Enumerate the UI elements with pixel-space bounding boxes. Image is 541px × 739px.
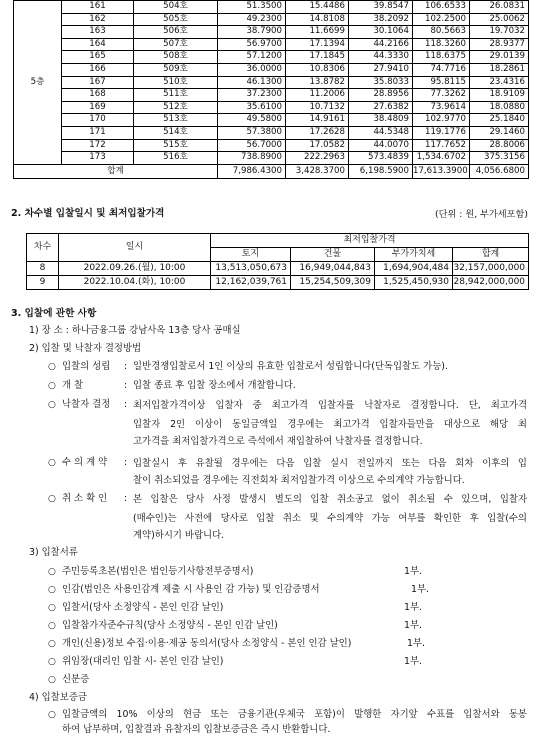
- floor-cell: 5층: [14, 1, 62, 165]
- table-row: [14, 76, 529, 89]
- circle-bullet-icon: ○: [48, 603, 56, 613]
- unit-cell: 514호: [134, 126, 218, 139]
- table-row: [14, 38, 529, 51]
- land-cell: 13,513,050,673: [211, 262, 291, 276]
- area-cell: 118.3260: [413, 38, 470, 51]
- header-sum: 합계: [453, 248, 529, 262]
- area-cell: 35.8033: [349, 76, 413, 89]
- table-row: [27, 276, 529, 290]
- area-cell: 28.8956: [349, 89, 413, 102]
- area-cell: 26.0831: [470, 1, 529, 14]
- no-cell: 170: [62, 114, 134, 127]
- building-cell: 15,254,509,309: [291, 276, 375, 290]
- area-cell: 80.5663: [413, 26, 470, 39]
- no-cell: 168: [62, 89, 134, 102]
- area-cell: 74.7716: [413, 63, 470, 76]
- item-label: 낙찰자 결정: [62, 399, 111, 410]
- doc-count: 1부.: [404, 620, 423, 631]
- area-cell: 1,534.6702: [413, 152, 470, 165]
- docs-title: 3) 입찰서류: [29, 547, 78, 558]
- area-cell: 17.0582: [286, 139, 349, 152]
- unit-note: (단위 : 원, 부가세포함): [435, 209, 528, 220]
- bid-schedule-table: [26, 233, 529, 290]
- deposit-text: 하여 납부하며, 입찰결과 유찰자의 입찰보증금은 즉시 반환합니다.: [62, 724, 331, 735]
- item-label: 취 소 확 인: [62, 493, 108, 504]
- area-cell: 222.2963: [286, 152, 349, 165]
- vat-cell: 1,525,450,930: [375, 276, 453, 290]
- circle-bullet-icon: ○: [48, 458, 56, 468]
- sum-cell: 28,942,000,000: [453, 276, 529, 290]
- no-cell: 161: [62, 1, 134, 14]
- no-cell: 162: [62, 13, 134, 26]
- area-cell: 38.7900: [218, 26, 286, 39]
- area-cell: 56.7000: [218, 139, 286, 152]
- area-cell: 29.1460: [470, 126, 529, 139]
- header-datetime: 일시: [59, 234, 211, 262]
- vat-cell: 1,694,904,484: [375, 262, 453, 276]
- total-cell: 4,056.6800: [470, 164, 529, 178]
- area-cell: 38.4809: [349, 114, 413, 127]
- table-row: [14, 63, 529, 76]
- item-text: 입찰실시 후 유찰될 경우에는 다음 입찰 실시 전일까지 또는 다음 회차 이후의 입: [133, 458, 527, 469]
- area-cell: 102.9770: [413, 114, 470, 127]
- area-cell: 18.0880: [470, 101, 529, 114]
- area-cell: 117.7652: [413, 139, 470, 152]
- area-cell: 28.9377: [470, 38, 529, 51]
- table-row: [14, 114, 529, 127]
- area-cell: 36.0000: [218, 63, 286, 76]
- area-cell: 51.3500: [218, 1, 286, 14]
- table-row: [14, 1, 529, 14]
- no-cell: 169: [62, 101, 134, 114]
- area-cell: 38.2092: [349, 13, 413, 26]
- item-text: 고가격을 최저입찰가격으로 즉석에서 재입찰하여 낙찰자를 결정합니다.: [133, 436, 423, 447]
- item-text: 일반경쟁입찰로서 1인 이상의 유효한 입찰로서 성립합니다(단독입찰도 가능).: [133, 361, 448, 372]
- round-cell: 8: [27, 262, 59, 276]
- area-cell: 19.7032: [470, 26, 529, 39]
- no-cell: 172: [62, 139, 134, 152]
- unit-cell: 505호: [134, 13, 218, 26]
- area-cell: 28.8006: [470, 139, 529, 152]
- table-row: [14, 26, 529, 39]
- area-cell: 35.6100: [218, 101, 286, 114]
- sum-cell: 32,157,000,000: [453, 262, 529, 276]
- area-cell: 44.5348: [349, 126, 413, 139]
- unit-cell: 516호: [134, 152, 218, 165]
- area-cell: 56.9700: [218, 38, 286, 51]
- area-cell: 11.6699: [286, 26, 349, 39]
- total-cell: 17,613.3900: [413, 164, 470, 178]
- circle-bullet-icon: ○: [48, 675, 56, 685]
- circle-bullet-icon: ○: [48, 494, 56, 504]
- building-cell: 16,949,044,843: [291, 262, 375, 276]
- area-cell: 15.4486: [286, 1, 349, 14]
- doc-count: 1부.: [404, 602, 423, 613]
- circle-bullet-icon: ○: [48, 381, 56, 391]
- item-text: 최저입찰가격이상 입찰자 중 최고가격 입찰자를 낙찰자로 결정합니다. 단, 최고가격: [133, 400, 527, 411]
- total-cell: 7,986.4300: [218, 164, 286, 178]
- area-cell: 37.2300: [218, 89, 286, 102]
- doc-name: 인감(법인은 사용인감계 제출 시 사용인 감 가능) 및 인감증명서: [62, 584, 320, 595]
- area-cell: 17.1845: [286, 51, 349, 64]
- doc-count: 1부.: [404, 566, 423, 577]
- unit-cell: 512호: [134, 101, 218, 114]
- area-cell: 25.1840: [470, 114, 529, 127]
- unit-cell: 513호: [134, 114, 218, 127]
- doc-name: 입찰참가자준수규칙(당사 소정양식 - 본인 인감 날인): [62, 620, 278, 631]
- area-cell: 23.4316: [470, 76, 529, 89]
- item-label: 수 의 계 약: [62, 457, 108, 468]
- area-cell: 29.0139: [470, 51, 529, 64]
- area-cell: 375.3156: [470, 152, 529, 165]
- colon: :: [124, 457, 128, 468]
- table-row: [14, 139, 529, 152]
- datetime-cell: 2022.09.26.(월), 10:00: [59, 262, 211, 276]
- doc-name: 주민등록초본(법인은 법인등기사항전부증명서): [62, 566, 254, 577]
- no-cell: 163: [62, 26, 134, 39]
- item-text: 찰이 취소되었을 경우에는 직전회차 최저입찰가격 이상으로 수의계약 가능합니다.: [133, 475, 465, 486]
- header-min-price: 최저입찰가격: [211, 234, 529, 248]
- area-cell: 14.9161: [286, 114, 349, 127]
- area-cell: 30.1064: [349, 26, 413, 39]
- unit-cell: 506호: [134, 26, 218, 39]
- header-building: 건물: [291, 248, 375, 262]
- item-text: 입찰 종료 후 입찰 장소에서 개찰합니다.: [133, 380, 296, 391]
- total-cell: 3,428.3700: [286, 164, 349, 178]
- area-table: [13, 0, 529, 179]
- area-cell: 738.8900: [218, 152, 286, 165]
- area-cell: 17.2628: [286, 126, 349, 139]
- area-cell: 14.8108: [286, 13, 349, 26]
- doc-count: 1부.: [407, 638, 426, 649]
- area-cell: 573.4839: [349, 152, 413, 165]
- table-row: [14, 126, 529, 139]
- item-text: 입찰자 2인 이상이 동일금액일 경우에는 최고가격 입찰자들만을 대상으로 해당 최: [133, 419, 527, 430]
- colon: :: [124, 361, 128, 372]
- table-row: [14, 152, 529, 165]
- area-cell: 49.5800: [218, 114, 286, 127]
- doc-name: 입찰서(당사 소정양식 - 본인 인감 날인): [62, 602, 224, 613]
- area-cell: 44.2166: [349, 38, 413, 51]
- unit-cell: 510호: [134, 76, 218, 89]
- section2-title: 2. 차수별 입찰일시 및 최저입찰가격: [11, 208, 165, 219]
- circle-bullet-icon: ○: [48, 400, 56, 410]
- header-land: 토지: [211, 248, 291, 262]
- circle-bullet-icon: ○: [48, 567, 56, 577]
- circle-bullet-icon: ○: [48, 657, 56, 667]
- area-cell: 102.2500: [413, 13, 470, 26]
- table-row: [14, 13, 529, 26]
- no-cell: 164: [62, 38, 134, 51]
- unit-cell: 515호: [134, 139, 218, 152]
- unit-cell: 507호: [134, 38, 218, 51]
- doc-count: 1부.: [404, 656, 423, 667]
- unit-cell: 508호: [134, 51, 218, 64]
- area-cell: 18.9109: [470, 89, 529, 102]
- colon: :: [124, 493, 128, 504]
- colon: :: [124, 399, 128, 410]
- doc-name: 개인(신용)정보 수집·이용·제공 동의서(당사 소정양식 - 본인 인감 날인): [62, 638, 352, 649]
- area-cell: 10.8306: [286, 63, 349, 76]
- area-cell: 49.2300: [218, 13, 286, 26]
- land-cell: 12,162,039,761: [211, 276, 291, 290]
- total-row: [14, 164, 529, 178]
- doc-name: 신분증: [62, 674, 90, 685]
- table-row: [14, 89, 529, 102]
- circle-bullet-icon: ○: [48, 710, 56, 720]
- round-cell: 9: [27, 276, 59, 290]
- datetime-cell: 2022.10.04.(화), 10:00: [59, 276, 211, 290]
- no-cell: 166: [62, 63, 134, 76]
- area-cell: 10.7132: [286, 101, 349, 114]
- doc-count: 1부.: [411, 584, 430, 595]
- circle-bullet-icon: ○: [48, 639, 56, 649]
- unit-cell: 504호: [134, 1, 218, 14]
- unit-cell: 509호: [134, 63, 218, 76]
- no-cell: 171: [62, 126, 134, 139]
- area-cell: 39.8547: [349, 1, 413, 14]
- circle-bullet-icon: ○: [48, 362, 56, 372]
- area-cell: 118.6375: [413, 51, 470, 64]
- deposit-text: 입찰금액의 10% 이상의 현금 또는 금융기관(우체국 포함)이 발행한 자기앞 수표를 입찰서와 동봉: [62, 709, 527, 720]
- section3-title: 3. 입찰에 관한 사항: [11, 308, 97, 319]
- item-text: (매수인)는 사전에 당사로 입찰 취소 및 수의계약 가능 여부를 확인한 후 입찰(수의: [133, 513, 527, 524]
- header-row: [27, 234, 529, 248]
- doc-name: 위임장(대리인 입찰 시- 본인 인감 날인): [62, 656, 224, 667]
- area-cell: 57.3800: [218, 126, 286, 139]
- area-cell: 11.2006: [286, 89, 349, 102]
- area-cell: 77.3262: [413, 89, 470, 102]
- method-title: 2) 입찰 및 낙찰자 결정방법: [29, 343, 142, 354]
- item-label: 입찰의 성립: [62, 361, 111, 372]
- no-cell: 165: [62, 51, 134, 64]
- area-cell: 27.6382: [349, 101, 413, 114]
- colon: :: [124, 380, 128, 391]
- area-cell: 95.8115: [413, 76, 470, 89]
- table-row: [14, 51, 529, 64]
- no-cell: 167: [62, 76, 134, 89]
- table-row: [27, 262, 529, 276]
- area-cell: 27.9410: [349, 63, 413, 76]
- total-label: 합계: [14, 164, 218, 178]
- item-label: 개 찰: [62, 380, 84, 391]
- place-line: 1) 장 소 : 하나금융그룹 강남사옥 13층 당사 공매실: [29, 325, 241, 336]
- header-round: 차수: [27, 234, 59, 262]
- area-cell: 17.1394: [286, 38, 349, 51]
- table-row: [14, 101, 529, 114]
- area-cell: 44.0070: [349, 139, 413, 152]
- item-text: 본 입찰은 당사 사정 발생시 별도의 입찰 취소공고 없이 취소될 수 있으며, 입찰자: [133, 494, 527, 505]
- area-cell: 57.1200: [218, 51, 286, 64]
- header-vat: 부가가치세: [375, 248, 453, 262]
- item-text: 계약)하시기 바랍니다.: [133, 530, 225, 541]
- circle-bullet-icon: ○: [48, 621, 56, 631]
- unit-cell: 511호: [134, 89, 218, 102]
- no-cell: 173: [62, 152, 134, 165]
- area-cell: 119.1776: [413, 126, 470, 139]
- area-cell: 46.1300: [218, 76, 286, 89]
- area-cell: 106.6533: [413, 1, 470, 14]
- deposit-title: 4) 입찰보증금: [29, 692, 87, 703]
- area-cell: 18.2861: [470, 63, 529, 76]
- total-cell: 6,198.5900: [349, 164, 413, 178]
- circle-bullet-icon: ○: [48, 585, 56, 595]
- area-cell: 44.3330: [349, 51, 413, 64]
- area-cell: 13.8782: [286, 76, 349, 89]
- area-cell: 25.0062: [470, 13, 529, 26]
- area-cell: 73.9614: [413, 101, 470, 114]
